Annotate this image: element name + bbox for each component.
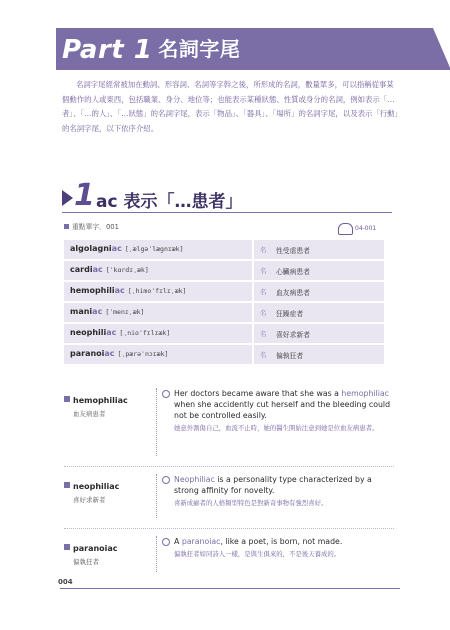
example-word-meaning: 血友病患者 (73, 410, 106, 418)
word-ipa: [ˌælgəˈlægnɪæk] (124, 245, 184, 253)
part-label: Part 1 (62, 35, 153, 65)
word-ipa: [ˈmenɪˌæk] (105, 308, 145, 316)
wordlist-header (64, 220, 384, 234)
word-stem: neophili (70, 328, 107, 337)
word-root: ac (106, 328, 117, 337)
page-number: 004 (58, 578, 76, 586)
word-stem: hemophili (70, 286, 115, 295)
word-entry (70, 328, 170, 337)
word-root: ac (114, 286, 125, 295)
word-cell (64, 240, 252, 259)
sentence-text: Her doctors became aware that she was a (174, 389, 342, 398)
sentence-keyword: Neophiliac (174, 475, 215, 484)
example-sentence-en (174, 536, 394, 547)
wordlist-table (64, 240, 384, 366)
audio-track-code: 04-001 (355, 225, 377, 232)
part-of-speech: 名 (260, 309, 267, 317)
word-ipa: [ˈkɑrdɪˌæk] (105, 266, 149, 274)
example-word-meaning: 喜好求新者 (73, 496, 106, 504)
dotted-divider (156, 388, 157, 456)
word-stem: cardi (70, 265, 93, 274)
meaning-cell (254, 282, 384, 301)
square-bullet-icon (64, 544, 70, 550)
sentence-text: A (174, 537, 182, 546)
wordlist-row (64, 282, 384, 301)
example-sentence-zh: 她意外割傷自己，血流不止時，她的醫生開始注意到她是位血友病患者。 (174, 424, 379, 432)
word-ipa: [ˌpærəˈnɔɪæk] (117, 350, 169, 358)
word-meaning: 狂躁症者 (276, 310, 304, 318)
sentence-keyword: paranoiac (181, 537, 221, 546)
meaning-cell (254, 345, 384, 364)
part-of-speech: 名 (260, 246, 267, 254)
word-entry (70, 265, 149, 274)
wordlist-label: 重點單字．001 (72, 223, 119, 231)
chapter-title (62, 33, 240, 65)
dotted-divider (156, 474, 157, 518)
meaning-cell (254, 261, 384, 280)
meaning-cell (254, 324, 384, 343)
example-word: paranoiac (73, 544, 118, 553)
square-bullet-icon (64, 224, 69, 229)
sentence-text: when she accidently cut herself and the bleeding could not be controlled easily. (174, 400, 391, 420)
part-of-speech: 名 (260, 330, 267, 338)
wordlist-row (64, 240, 384, 259)
header-fold (433, 28, 450, 70)
wordlist-row (64, 261, 384, 280)
section-heading (62, 174, 392, 213)
example-word: neophiliac (73, 482, 120, 491)
word-cell (64, 282, 252, 301)
example-body (164, 536, 394, 559)
word-cell (64, 324, 252, 343)
word-meaning: 血友病患者 (276, 289, 310, 297)
word-meaning: 性受虐患者 (276, 247, 310, 255)
example-sentence-zh: 喜新成癖者的人格類型特色是對新奇事物有強烈喜好。 (174, 499, 328, 507)
word-meaning: 心臟病患者 (276, 268, 310, 276)
word-ipa: [ˌnioˈfɪlɪæk] (119, 329, 171, 337)
square-bullet-icon (64, 396, 70, 402)
section-number: 1 (74, 178, 95, 213)
circle-bullet-icon (162, 390, 170, 398)
example-entry (64, 388, 394, 460)
sentence-text: is a personality type characterized by a strong affinity for novelty. (174, 475, 372, 495)
word-root: ac (104, 349, 115, 358)
word-entry (70, 286, 186, 295)
headphones-icon (338, 223, 353, 235)
square-bullet-icon (64, 482, 70, 488)
example-headword (64, 474, 154, 504)
example-sentence-en (174, 474, 394, 496)
part-of-speech: 名 (260, 288, 267, 296)
word-root: ac (111, 244, 122, 253)
triangle-arrow-icon (62, 190, 73, 206)
example-sentence-zh: 偏執狂者如同詩人一樣，是與生俱來的，不是後天養成的。 (174, 550, 341, 558)
dotted-separator (64, 528, 394, 529)
word-cell (64, 345, 252, 364)
word-ipa: [ˌhimoˈfɪlɪˌæk] (127, 287, 187, 295)
sentence-text: , like a poet, is born, not made. (220, 537, 343, 546)
chapter-subtitle: 名詞字尾 (158, 37, 241, 61)
word-entry (70, 244, 184, 253)
word-cell (64, 303, 252, 322)
circle-bullet-icon (162, 476, 170, 484)
word-meaning: 偏執狂者 (276, 352, 304, 360)
wordlist-row (64, 345, 384, 364)
audio-track[interactable] (338, 218, 376, 237)
circle-bullet-icon (162, 538, 170, 546)
word-cell (64, 261, 252, 280)
word-root: ac (92, 265, 103, 274)
part-of-speech: 名 (260, 267, 267, 275)
footer-rule (60, 588, 400, 589)
example-entry (64, 474, 394, 522)
word-entry (70, 307, 144, 316)
example-word-meaning: 偏執狂者 (73, 558, 99, 566)
example-word: hemophiliac (73, 396, 128, 405)
dotted-separator (64, 466, 394, 467)
example-headword (64, 536, 154, 566)
example-entry (64, 536, 394, 576)
example-headword (64, 388, 154, 418)
example-body (164, 388, 394, 433)
example-sentence-en (174, 388, 394, 421)
word-stem: algolagni (70, 244, 112, 253)
part-of-speech: 名 (260, 351, 267, 359)
section-label: ac 表示「…患者」 (96, 192, 243, 212)
wordlist-row (64, 324, 384, 343)
wordlist-row (64, 303, 384, 322)
sentence-keyword: hemophiliac (341, 389, 389, 398)
meaning-cell (254, 240, 384, 259)
word-entry (70, 349, 168, 358)
word-meaning: 喜好求新者 (276, 331, 310, 339)
dotted-divider (156, 536, 157, 572)
word-stem: mani (70, 307, 93, 316)
example-body (164, 474, 394, 508)
meaning-cell (254, 303, 384, 322)
word-root: ac (92, 307, 103, 316)
word-stem: paranoi (70, 349, 105, 358)
intro-paragraph: 名詞字尾經常被加在動詞、形容詞、名詞等字幹之後，所形成的名詞，數量眾多，可以指稱從事某個動作的人或東西，包括職業、身分、地位等；也能表示某種狀態、性質或身分的名詞，例如表示「…者」、「…的人」、「…狀態」的名詞字尾，表示「物品」、「器具」、「場所」的名詞字尾，以及表示「行動」的名詞字尾，以下依序介紹。 (62, 80, 399, 133)
